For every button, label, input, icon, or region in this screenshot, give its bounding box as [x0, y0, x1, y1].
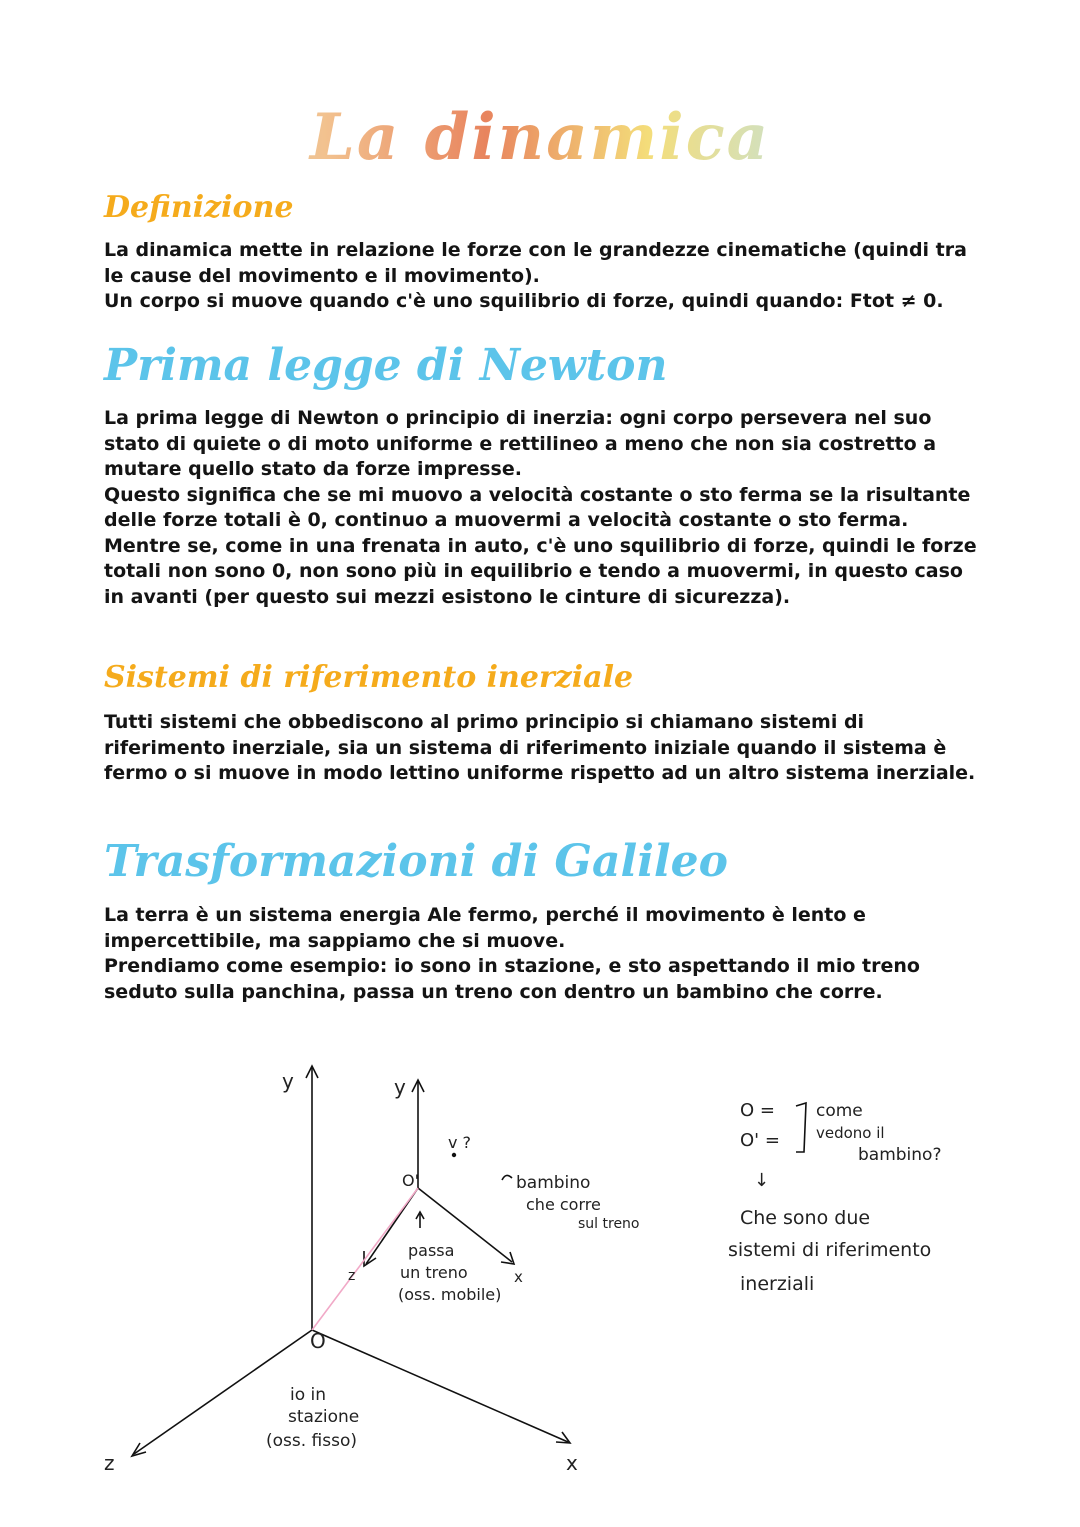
label-child-2: che corre	[526, 1195, 601, 1214]
note-question-1: come	[816, 1101, 863, 1121]
child-point	[452, 1153, 456, 1157]
note-answer-1: Che sono due	[740, 1207, 871, 1229]
text-line: Un corpo si muove quando c'è uno squilibrio di forze, quindi quando: Ftot ≠ 0.	[104, 290, 944, 312]
text-line: La dinamica mette in relazione le forze con le grandezze cinematiche (quindi tra le cause del movimento e il movimento).	[104, 239, 967, 287]
label-train-2: un treno	[400, 1263, 468, 1282]
label-train-3: (oss. mobile)	[398, 1285, 502, 1304]
label-train-1: passa	[408, 1241, 455, 1260]
label-x-fixed: x	[566, 1451, 578, 1475]
label-x-moving: x	[514, 1268, 523, 1286]
text-line: Mentre se, come in una frenata in auto, c'è uno squilibrio di forze, quindi le forze totali non sono 0, non sono più in equilibrio e tendo a muovermi, in questo caso in avanti (per questo sui mezzi esistono le cinture di sicurezza).	[104, 534, 977, 608]
bracket	[796, 1103, 806, 1152]
text-line: Prendiamo come esempio: io sono in stazione, e sto aspettando il mio treno seduto sulla panchina, passa un treno con dentro un bambino che corre.	[104, 955, 920, 1003]
label-z-moving: z	[348, 1268, 356, 1284]
note-answer-3: inerziali	[740, 1273, 815, 1295]
label-z-fixed: z	[104, 1451, 115, 1475]
note-down-arrow: ↓	[754, 1170, 770, 1191]
paragraph-galileo	[104, 903, 984, 1005]
text-line: La prima legge di Newton o principio di inerzia: ogni corpo persevera nel suo stato di quiete o di moto uniforme e rettilineo a meno che non sia costretto a mutare quello stato da forze impresse.	[104, 407, 937, 480]
paragraph-prima-legge	[104, 406, 984, 610]
heading-definizione: Definizione	[104, 190, 294, 225]
note-question-2: vedono il	[816, 1124, 885, 1142]
label-child-1: bambino	[516, 1173, 591, 1193]
label-fixed-observer-2: stazione	[288, 1407, 360, 1427]
paragraph-sistemi	[104, 710, 984, 787]
label-fixed-observer-3: (oss. fisso)	[266, 1431, 358, 1451]
origin-link-line	[312, 1188, 418, 1330]
heading-prima-legge: Prima legge di Newton	[104, 340, 668, 391]
z-arrowhead-fixed	[132, 1443, 146, 1456]
note-o: O =	[740, 1100, 775, 1121]
text-line: La terra è un sistema energia Ale fermo, perché il movimento è lento e impercettibile, ma sappiamo che si muove.	[104, 904, 866, 952]
label-velocity: v ?	[448, 1133, 472, 1152]
label-y-fixed: y	[282, 1069, 294, 1093]
heading-galileo: Trasformazioni di Galileo	[104, 836, 728, 887]
pointer-squiggle	[502, 1175, 512, 1180]
page-title: La dinamica	[0, 100, 1080, 175]
heading-sistemi: Sistemi di riferimento inerziale	[104, 660, 634, 695]
paragraph-definizione	[104, 238, 984, 315]
label-child-3: sul treno	[578, 1216, 640, 1232]
text-line: Questo significa che se mi muovo a velocità costante o sto ferma se la risultante delle forze totali è 0, continuo a muovermi a velocità costante o sto ferma.	[104, 483, 971, 531]
note-question-3: bambino?	[858, 1145, 942, 1165]
label-origin-moving: O'	[402, 1171, 419, 1190]
note-answer-2: sistemi di riferimento	[728, 1239, 932, 1261]
note-o-prime: O' =	[740, 1130, 780, 1151]
text-line: Tutti sistemi che obbediscono al primo principio si chiamano sistemi di riferimento inerziale, sia un sistema di riferimento iniziale quando il sistema è fermo o si muove in modo lettino uniforme rispetto ad un altro sistema inerziale.	[104, 711, 976, 784]
label-fixed-observer-1: io in	[290, 1385, 327, 1405]
reference-frames-diagram	[0, 1040, 1080, 1527]
label-origin-fixed: O	[310, 1329, 326, 1353]
label-y-moving: y	[394, 1075, 406, 1099]
